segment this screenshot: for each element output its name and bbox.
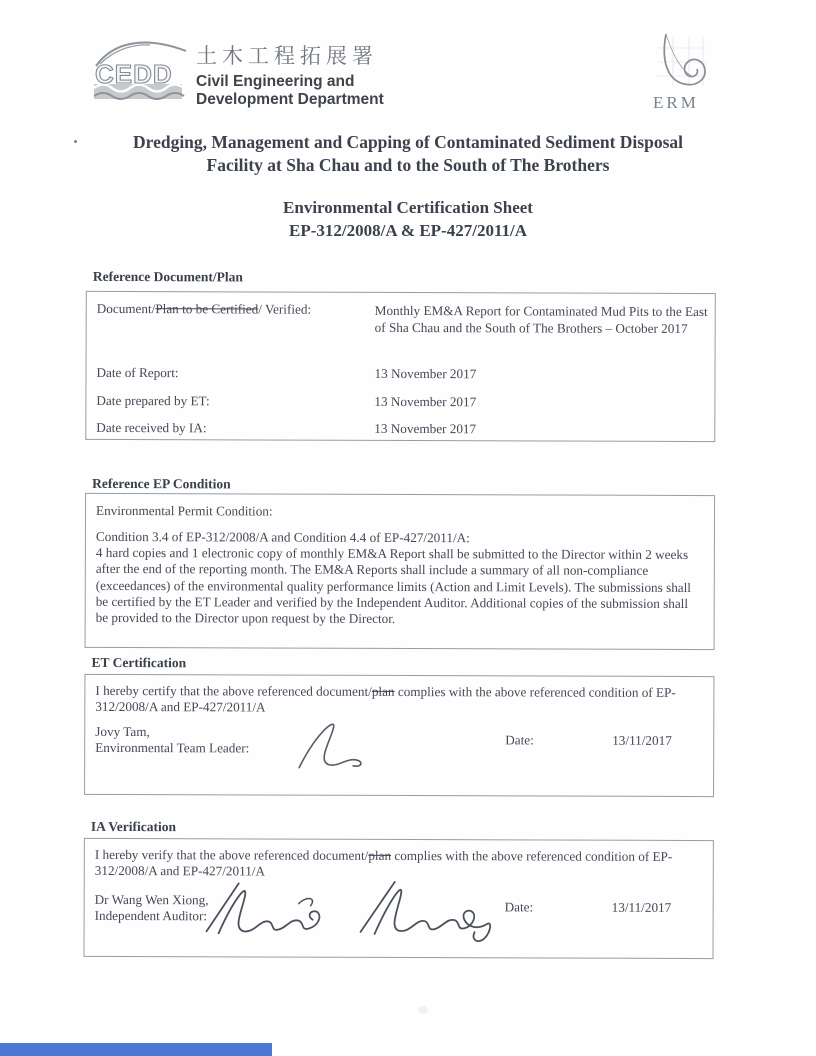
date-received-value: 13 November 2017 (374, 420, 477, 437)
cedd-acronym-text: CEDD (95, 59, 173, 89)
et-date-value: 13/11/2017 (612, 732, 672, 748)
erm-label: ERM (653, 93, 699, 112)
reference-document-heading: Reference Document/Plan (92, 268, 243, 285)
ep-condition-intro: Environmental Permit Condition: (96, 502, 273, 519)
et-signatory-role: Environmental Team Leader: (95, 739, 250, 756)
reference-document-box (85, 291, 716, 442)
permit-numbers: EP-312/2008/A & EP-427/2011/A (289, 220, 527, 240)
ep-condition-box (85, 493, 716, 650)
ia-verification-box (83, 838, 713, 959)
date-received-label: Date received by IA: (96, 419, 207, 436)
ia-signatory-role: Independent Auditor: (94, 907, 208, 924)
scan-smudge (418, 1006, 428, 1014)
et-date-label: Date: (505, 732, 534, 748)
sheet-name: Environmental Certification Sheet (283, 198, 533, 217)
et-statement-suffix: complies with the above referenced condition of EP-312/2008/A and EP-427/2011/A (95, 683, 676, 715)
et-statement (95, 683, 709, 718)
date-prepared-value: 13 November 2017 (374, 393, 477, 410)
ep-condition-text: 4 hard copies and 1 electronic copy of monthly EM&A Report shall be submitted to the Director within 2 weeks after the end of the reporting month. The EM&A Reports shall include a summary of all non-compliance (exceedances) of the environmental quality performance limits (Action and Limit Levels). The submissions shall be certified by the ET Leader and verified by the Independent Auditor. Additional copies of the submission shall be provided to the Director upon request by the Director. (95, 545, 692, 626)
bottom-blue-bar (0, 1043, 272, 1056)
ia-signatory-name: Dr Wang Wen Xiong, (94, 891, 209, 908)
cedd-chinese-name: 土木工程拓展署 (196, 44, 378, 68)
document-label-struck: Plan to be Certified (155, 301, 259, 317)
cedd-english-name-line2: Development Department (196, 91, 384, 108)
date-of-report-label: Date of Report: (96, 364, 179, 381)
cedd-english-name-line1: Civil Engineering and (196, 73, 355, 90)
et-signatory-name: Jovy Tam, (95, 723, 150, 740)
et-certification-heading: ET Certification (91, 654, 187, 671)
ia-statement-suffix: complies with the above referenced condition of EP-312/2008/A and EP-427/2011/A (94, 847, 673, 879)
ia-date-label: Date: (504, 899, 534, 915)
document-label-suffix: / Verified: (258, 301, 312, 317)
ia-date-value: 13/11/2017 (611, 899, 672, 915)
et-certification-box (84, 674, 714, 797)
ia-statement-struck: plan (368, 847, 392, 863)
document-label (97, 301, 375, 318)
project-title-line1: Dredging, Management and Capping of Contaminated Sediment Disposal (132, 132, 683, 152)
document-label-prefix: Document/ (96, 300, 156, 317)
ep-condition-ref: Condition 3.4 of EP-312/2008/A and Condition 4.4 of EP-427/2011/A: (95, 528, 470, 546)
et-signature (285, 716, 415, 778)
ia-verification-heading: IA Verification (90, 818, 177, 835)
ep-condition-heading: Reference EP Condition (92, 475, 231, 492)
ia-statement-prefix: I hereby verify that the above referenced document/ (94, 846, 369, 863)
ia-signature (203, 873, 543, 946)
document-value: Monthly EM&A Report for Contaminated Mud Pits to the East of Sha Chau and the South of The Brothers – October 2017 (374, 302, 708, 336)
et-statement-struck: plan (371, 683, 395, 699)
project-title-line2: Facility at Sha Chau and to the South of The Brothers (206, 154, 610, 175)
date-of-report-value: 13 November 2017 (374, 365, 477, 382)
et-statement-prefix: I hereby certify that the above referenced document/ (95, 682, 372, 699)
date-prepared-label: Date prepared by ET: (96, 392, 210, 409)
